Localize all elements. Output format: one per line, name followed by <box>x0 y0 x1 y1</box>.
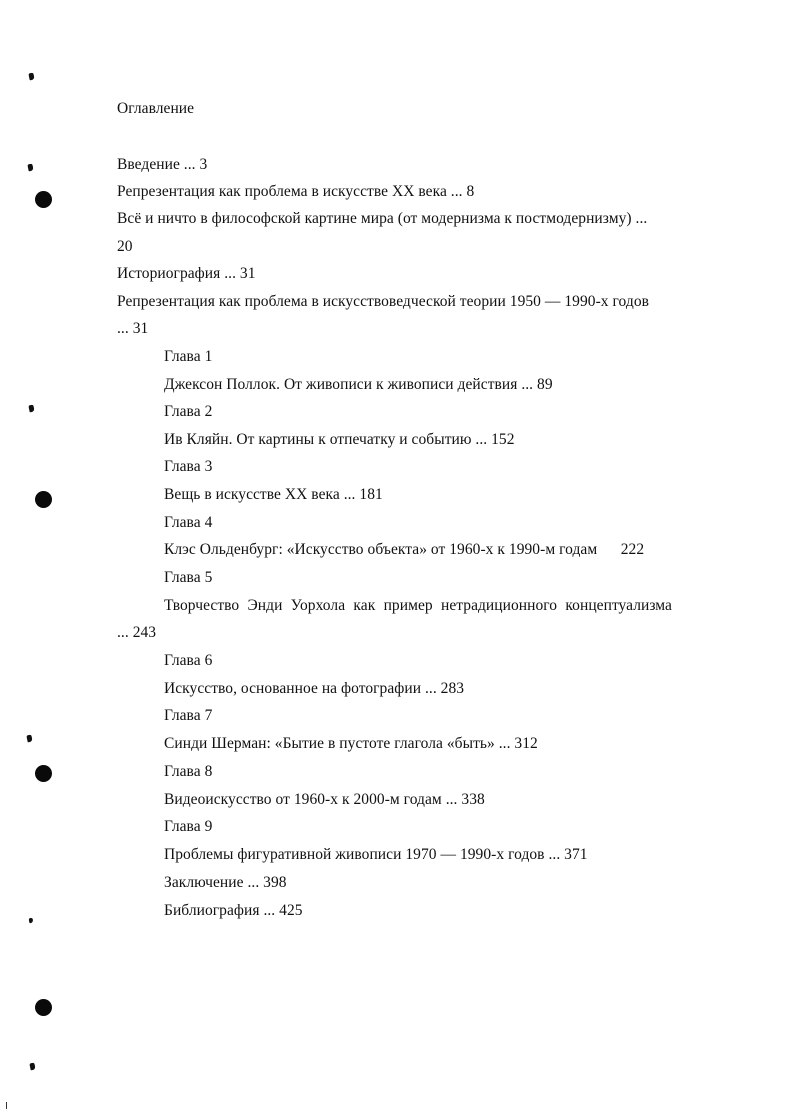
chapter-label: Глава 2 <box>164 403 213 420</box>
scan-mark <box>28 405 34 413</box>
scan-mark <box>29 1063 35 1071</box>
chapter-title: Искусство, основанное на фотографии ... 283 <box>164 680 465 697</box>
toc-entry-historiography: Историография ... 31 <box>117 265 256 282</box>
scan-mark <box>27 164 33 172</box>
chapter-title: Ив Кляйн. От картины к отпечатку и событию ... 152 <box>164 431 515 448</box>
chapter-label: Глава 7 <box>164 707 213 724</box>
scan-mark <box>26 735 32 743</box>
chapter-title: Клэс Ольденбург: «Искусство объекта» от 1960-х к 1990-м годам 222 <box>164 541 645 558</box>
binder-hole <box>35 999 52 1016</box>
binder-hole <box>35 191 52 208</box>
chapter-label: Глава 4 <box>164 514 213 531</box>
scan-mark <box>29 918 34 924</box>
scan-mark <box>6 1102 7 1109</box>
chapter-label: Глава 3 <box>164 458 213 475</box>
toc-entry-bibliography: Библиография ... 425 <box>164 902 303 919</box>
binder-hole <box>35 491 52 508</box>
toc-entry-section2-page: 20 <box>117 238 133 255</box>
chapter-title: Видеоискусство от 1960-х к 2000-м годам ... 338 <box>164 791 485 808</box>
chapter-title: Джексон Поллок. От живописи к живописи действия ... 89 <box>164 376 553 393</box>
binder-hole <box>35 765 52 782</box>
chapter-label: Глава 9 <box>164 818 213 835</box>
scan-mark <box>28 73 34 81</box>
chapter-label: Глава 6 <box>164 652 213 669</box>
chapter-label: Глава 8 <box>164 763 213 780</box>
chapter-label: Глава 5 <box>164 569 213 586</box>
toc-entry-section2: Всё и ничто в философской картине мира (от модернизма к постмодернизму) ... <box>117 210 648 227</box>
toc-entry-section3-page: ... 31 <box>117 320 149 337</box>
chapter-title: Синди Шерман: «Бытие в пустоте глагола «быть» ... 312 <box>164 735 538 752</box>
chapter-title: Проблемы фигуративной живописи 1970 — 1990-х годов ... 371 <box>164 846 588 863</box>
toc-entry-conclusion: Заключение ... 398 <box>164 874 287 891</box>
toc-entry-intro: Введение ... 3 <box>117 156 208 173</box>
toc-title: Оглавление <box>117 100 195 117</box>
chapter-label: Глава 1 <box>164 348 213 365</box>
chapter-title-page: ... 243 <box>117 624 157 641</box>
toc-entry-section1: Репрезентация как проблема в искусстве XX века ... 8 <box>117 183 475 200</box>
toc-entry-section3: Репрезентация как проблема в искусствоведческой теории 1950 — 1990-х годов <box>117 293 649 310</box>
chapter-title: Творчество Энди Уорхола как пример нетрадиционного концептуализма <box>164 597 672 614</box>
chapter-title: Вещь в искусстве XX века ... 181 <box>164 486 383 503</box>
